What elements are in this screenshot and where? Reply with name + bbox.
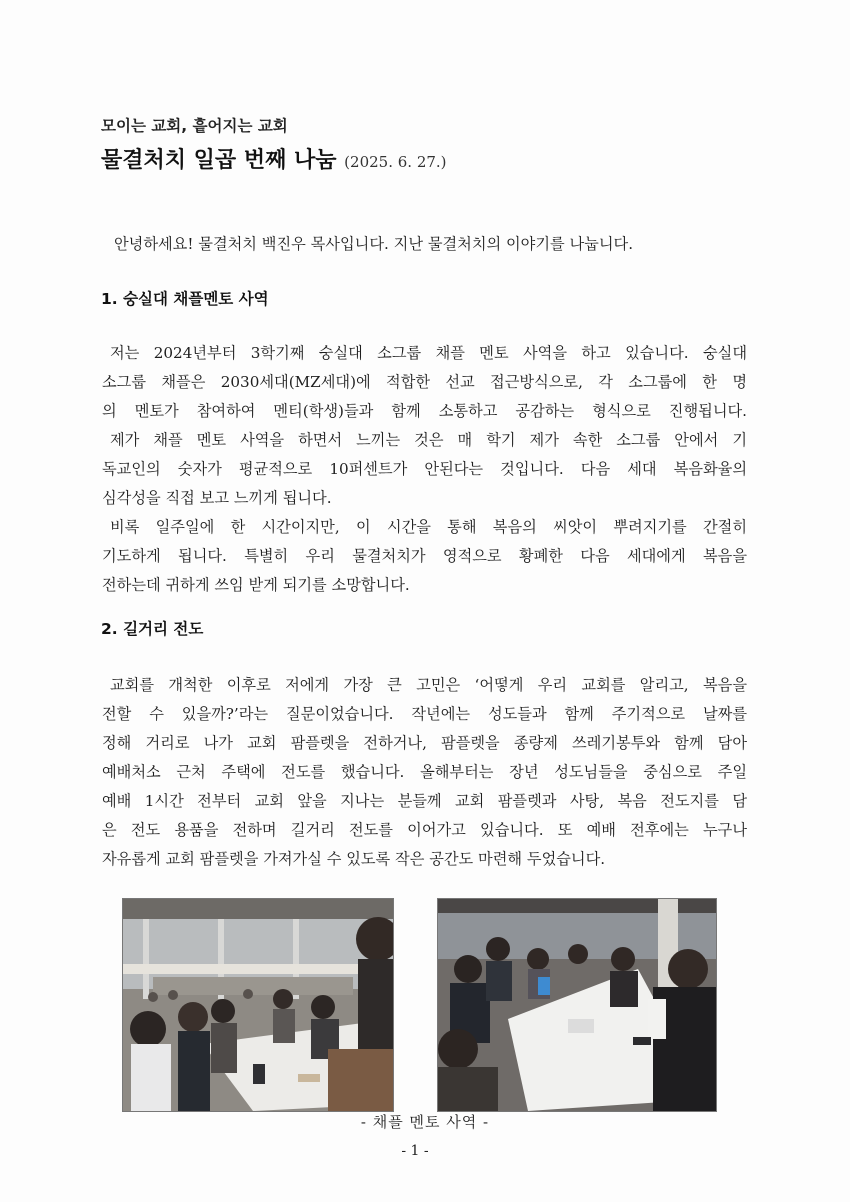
body-line: 교회를 개척한 이후로 저에게 가장 큰 고민은 ‘어떻게 우리 교회를 알리고, 복음을 <box>110 676 747 694</box>
photo-caption: - 채플 멘토 사역 - <box>360 1113 490 1131</box>
title-date: (2025. 6. 27.) <box>344 153 447 171</box>
body-line: 정해 거리로 나가 교회 팜플렛을 전하거나, 팜플렛을 종량제 쓰레기봉투와 함께 담아 <box>102 734 747 752</box>
greeting-line: 안녕하세요! 물결처치 백진우 목사입니다. 지난 물결처치의 이야기를 나눕니다. <box>114 235 634 253</box>
page-number: - 1 - <box>401 1143 429 1159</box>
photo-chapel-group-hall <box>122 898 394 1112</box>
greeting-paragraph <box>102 230 747 259</box>
section1-body <box>102 339 747 600</box>
series-kicker: 모이는 교회, 흩어지는 교회 <box>101 117 288 135</box>
section2-heading: 2. 길거리 전도 <box>101 620 204 638</box>
body-line: 제가 채플 멘토 사역을 하면서 느끼는 것은 매 학기 제가 속한 소그룹 안에서 기 <box>110 431 747 449</box>
section2-body <box>102 671 747 874</box>
body-line: 의 멘토가 참여하여 멘티(학생)들과 함께 소통하고 공감하는 형식으로 진행됩니다. <box>102 402 747 420</box>
body-line: 비록 일주일에 한 시간이지만, 이 시간을 통해 복음의 씨앗이 뿌려지기를 간절히 <box>110 518 747 536</box>
page-title <box>101 143 447 174</box>
body-line: 자유롭게 교회 팜플렛을 가져가실 수 있도록 작은 공간도 마련해 두었습니다. <box>102 850 606 868</box>
body-line: 전하는데 귀하게 쓰임 받게 되기를 소망합니다. <box>102 576 410 594</box>
body-line: 심각성을 직접 보고 느끼게 됩니다. <box>102 489 332 507</box>
body-line: 소그룹 채플은 2030세대(MZ세대)에 적합한 선교 접근방식으로, 각 소그룹에 한 명 <box>102 373 747 391</box>
body-line: 기도하게 됩니다. 특별히 우리 물결처치가 영적으로 황폐한 다음 세대에게 복음을 <box>102 547 747 565</box>
title-text: 물결처치 일곱 번째 나눔 <box>101 148 337 173</box>
body-line: 독교인의 숫자가 평균적으로 10퍼센트가 안된다는 것입니다. 다음 세대 복음화율의 <box>102 460 747 478</box>
body-line: 예배 1시간 전부터 교회 앞을 지나는 분들께 교회 팜플렛과 사탕, 복음 전도지를 담 <box>102 792 747 810</box>
photo-chapel-group-table <box>437 898 717 1112</box>
body-line: 전할 수 있을까?’라는 질문이었습니다. 작년에는 성도들과 함께 주기적으로 날짜를 <box>102 705 747 723</box>
body-line: 예배처소 근처 주택에 전도를 했습니다. 올해부터는 장년 성도님들을 중심으로 주일 <box>102 763 747 781</box>
section1-heading: 1. 숭실대 채플멘토 사역 <box>101 290 269 308</box>
body-line: 은 전도 용품을 전하며 길거리 전도를 이어가고 있습니다. 또 예배 전후에는 누구나 <box>102 821 747 839</box>
body-line: 저는 2024년부터 3학기째 숭실대 소그룹 채플 멘토 사역을 하고 있습니다. 숭실대 <box>110 344 747 362</box>
